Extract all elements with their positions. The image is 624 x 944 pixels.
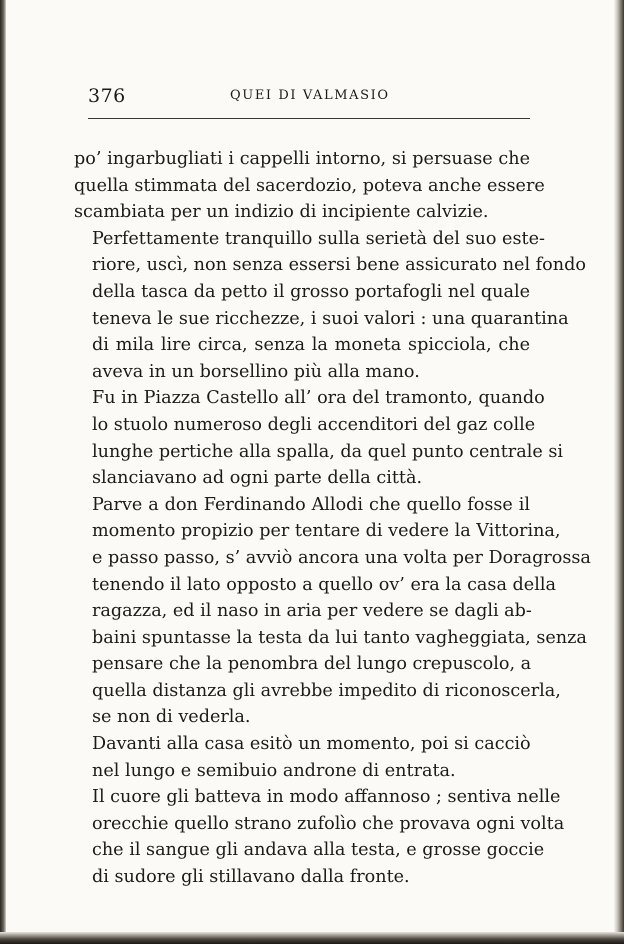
paragraph [74,784,565,890]
text-line: Davanti alla casa esitò un momento, poi si cacciò [92,734,531,755]
text-line: Perfettamente tranquillo sulla serietà del suo este- [92,228,545,249]
header-rule [88,118,530,119]
text-line: quella stimmata del sacerdozio, poteva anche essere [74,175,545,196]
running-title: QUEI DI VALMASIO [230,88,390,103]
text-line: orecchie quello strano zufolìo che provava ogni volta [92,813,565,834]
text-line: di sudore gli stillavano dalla fronte. [92,867,410,888]
paragraph [74,731,530,784]
text-line: Il cuore gli batteva in modo affannoso ; sentiva nelle [92,787,561,808]
paragraph [74,492,591,731]
body-text [74,146,591,891]
page-header [88,84,530,108]
text-line: se non di vederla. [92,707,251,728]
text-line: quella distanza gli avrebbe impedito di riconoscerla, [92,680,561,701]
paragraph [74,226,586,386]
text-line: di mila lire circa, senza la moneta spicciola, che [92,335,530,356]
text-line: teneva le sue ricchezze, i suoi valori : una quarantina [92,308,569,329]
text-line: Fu in Piazza Castello all’ ora del tramonto, quando [92,388,545,409]
text-line: riore, uscì, non senza essersi bene assicurato nel fondo [92,255,586,276]
text-line: lunghe pertiche alla spalla, da quel punto centrale si [92,441,563,462]
text-line: po’ ingarbugliati i cappelli intorno, si persuase che [74,149,530,169]
paragraph [74,146,545,226]
text-line: nel lungo e semibuio androne di entrata. [92,760,456,781]
paragraph [74,385,563,491]
page-left-edge-shadow [0,0,6,944]
text-line: tenendo il lato opposto a quello ov’ era la casa della [92,574,556,595]
text-line: baini spuntasse la testa da lui tanto vagheggiata, senza [92,627,587,648]
text-line: lo stuolo numeroso degli accenditori del gaz colle [92,414,536,435]
text-line: pensare che la penombra del lungo crepuscolo, a [92,654,532,675]
text-line: momento propizio per tentare di vedere la Vittorina, [92,521,561,542]
text-line: e passo passo, s’ avviò ancora una volta per Doragrossa [92,547,591,568]
page-right-edge-shadow [614,0,624,944]
text-line: che il sangue gli andava alla testa, e grosse goccie [92,840,545,861]
page-number: 376 [88,85,126,107]
text-line: slanciavano ad ogni parte della città. [92,468,423,489]
text-line: Parve a don Ferdinando Allodi che quello fosse il [92,494,530,515]
page-bottom-edge-shadow [0,932,624,944]
text-line: aveva in un borsellino più alla mano. [92,361,420,382]
text-line: ragazza, ed il naso in aria per vedere se dagli ab- [92,601,532,622]
text-line: della tasca da petto il grosso portafogli nel quale [92,281,530,302]
text-line: scambiata per un indizio di incipiente calvizie. [74,202,489,223]
